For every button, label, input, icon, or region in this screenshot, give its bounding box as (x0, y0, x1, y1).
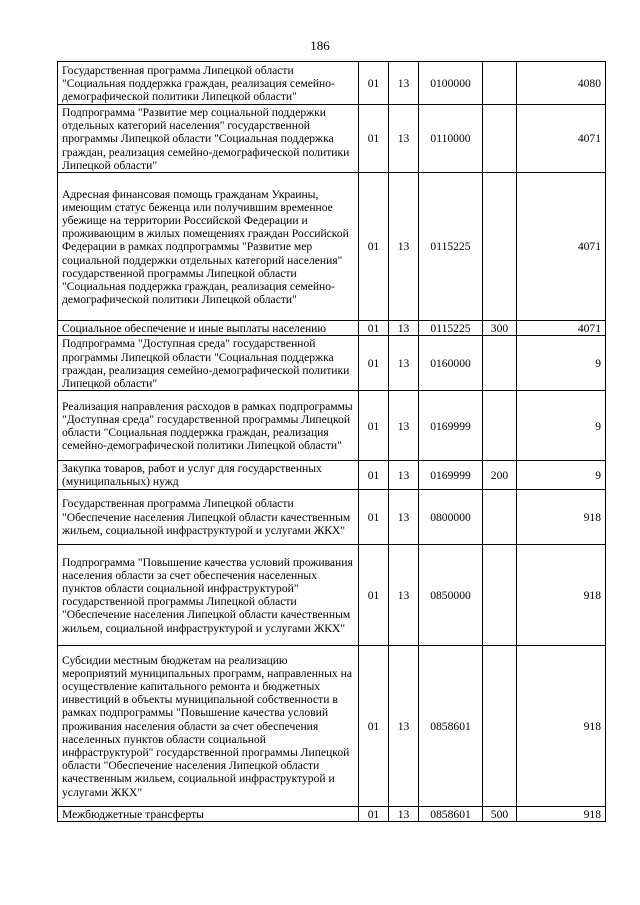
row-target-article-cell: 0115225 (419, 173, 483, 321)
table-row (58, 105, 606, 173)
row-subsection-cell: 13 (389, 62, 419, 105)
row-sum-cell: 918 (517, 645, 606, 806)
table-row (58, 391, 606, 461)
row-expense-type-cell (483, 489, 517, 544)
row-subsection-cell: 13 (389, 544, 419, 645)
row-target-article-cell: 0800000 (419, 489, 483, 544)
row-section-cell: 01 (359, 336, 389, 391)
row-sum-cell: 4071 (517, 321, 606, 336)
row-name-cell: Субсидии местным бюджетам на реализацию мероприятий муниципальных программ, направленных на осуществление капитального ремонта и бюджетных инвестиций в объекты муниципальной собственности в рамках подпрограммы "Повышение качества условий проживания населения области за счет обеспечения населенных пунктов области социальной инфраструктурой" государственной программы Липецкой области "Обеспечение населения Липецкой области качественным жильем, социальной инфраструктурой и услугами ЖКХ" (58, 645, 359, 806)
row-expense-type-cell (483, 544, 517, 645)
row-sum-cell: 918 (517, 806, 606, 821)
row-sum-cell: 918 (517, 544, 606, 645)
row-subsection-cell: 13 (389, 173, 419, 321)
budget-table (57, 61, 606, 822)
row-target-article-cell: 0850000 (419, 544, 483, 645)
row-name-cell: Государственная программа Липецкой области "Обеспечение населения Липецкой области качественным жильем, социальной инфраструктурой и услугами ЖКХ" (58, 489, 359, 544)
row-section-cell: 01 (359, 321, 389, 336)
row-target-article-cell: 0100000 (419, 62, 483, 105)
row-name-cell: Подпрограмма "Повышение качества условий проживания населения области за счет обеспечения населенных пунктов области социальной инфраструктурой" государственной программы Липецкой области "Обеспечение населения Липецкой области качественным жильем, социальной инфраструктурой и услугами ЖКХ" (58, 544, 359, 645)
row-subsection-cell: 13 (389, 105, 419, 173)
table-row (58, 544, 606, 645)
row-expense-type-cell (483, 336, 517, 391)
row-subsection-cell: 13 (389, 489, 419, 544)
row-name-cell: Межбюджетные трансферты (58, 806, 359, 821)
table-row (58, 336, 606, 391)
row-name-cell: Подпрограмма "Развитие мер социальной поддержки отдельных категорий населения" государственной программы Липецкой области "Социальная поддержка граждан, реализация семейно-демографической политики Липецкой области" (58, 105, 359, 173)
row-name-cell: Закупка товаров, работ и услуг для государственных (муниципальных) нужд (58, 461, 359, 489)
table-row (58, 461, 606, 489)
row-name-cell: Реализация направления расходов в рамках подпрограммы "Доступная среда" государственной программы Липецкой области "Социальная поддержка граждан, реализация семейно-демографической политики Липецкой области" (58, 391, 359, 461)
row-subsection-cell: 13 (389, 806, 419, 821)
table-row (58, 645, 606, 806)
row-name-cell: Государственная программа Липецкой области "Социальная поддержка граждан, реализация семейно-демографической политики Липецкой области" (58, 62, 359, 105)
row-name-cell: Адресная финансовая помощь гражданам Украины, имеющим статус беженца или получившим временное убежище на территории Российской Федерации и проживающим в жилых помещениях граждан Российской Федерации в рамках подпрограммы "Развитие мер социальной поддержки отдельных категорий населения" государственной программы Липецкой области "Социальная поддержка граждан, реализация семейно-демографической политики Липецкой области" (58, 173, 359, 321)
row-expense-type-cell (483, 105, 517, 173)
table-row (58, 806, 606, 821)
row-sum-cell: 9 (517, 461, 606, 489)
row-section-cell: 01 (359, 391, 389, 461)
row-subsection-cell: 13 (389, 645, 419, 806)
row-target-article-cell: 0858601 (419, 806, 483, 821)
row-sum-cell: 9 (517, 391, 606, 461)
row-expense-type-cell: 300 (483, 321, 517, 336)
row-target-article-cell: 0169999 (419, 391, 483, 461)
row-section-cell: 01 (359, 105, 389, 173)
row-subsection-cell: 13 (389, 391, 419, 461)
row-sum-cell: 4071 (517, 105, 606, 173)
row-subsection-cell: 13 (389, 336, 419, 391)
row-expense-type-cell (483, 391, 517, 461)
row-name-cell: Социальное обеспечение и иные выплаты населению (58, 321, 359, 336)
row-section-cell: 01 (359, 544, 389, 645)
row-expense-type-cell (483, 62, 517, 105)
table-row (58, 173, 606, 321)
row-expense-type-cell: 200 (483, 461, 517, 489)
row-section-cell: 01 (359, 173, 389, 321)
row-target-article-cell: 0110000 (419, 105, 483, 173)
row-target-article-cell: 0858601 (419, 645, 483, 806)
row-sum-cell: 4080 (517, 62, 606, 105)
row-sum-cell: 918 (517, 489, 606, 544)
row-section-cell: 01 (359, 806, 389, 821)
table-row (58, 489, 606, 544)
row-expense-type-cell: 500 (483, 806, 517, 821)
row-sum-cell: 9 (517, 336, 606, 391)
row-section-cell: 01 (359, 489, 389, 544)
row-target-article-cell: 0160000 (419, 336, 483, 391)
budget-table-body (58, 62, 606, 822)
table-row (58, 321, 606, 336)
row-name-cell: Подпрограмма "Доступная среда" государственной программы Липецкой области "Социальная поддержка граждан, реализация семейно-демографической политики Липецкой области" (58, 336, 359, 391)
row-section-cell: 01 (359, 62, 389, 105)
row-expense-type-cell (483, 645, 517, 806)
row-subsection-cell: 13 (389, 321, 419, 336)
row-target-article-cell: 0115225 (419, 321, 483, 336)
page-number: 186 (310, 38, 330, 53)
row-section-cell: 01 (359, 645, 389, 806)
table-row (58, 62, 606, 105)
row-expense-type-cell (483, 173, 517, 321)
row-subsection-cell: 13 (389, 461, 419, 489)
row-section-cell: 01 (359, 461, 389, 489)
row-target-article-cell: 0169999 (419, 461, 483, 489)
row-sum-cell: 4071 (517, 173, 606, 321)
